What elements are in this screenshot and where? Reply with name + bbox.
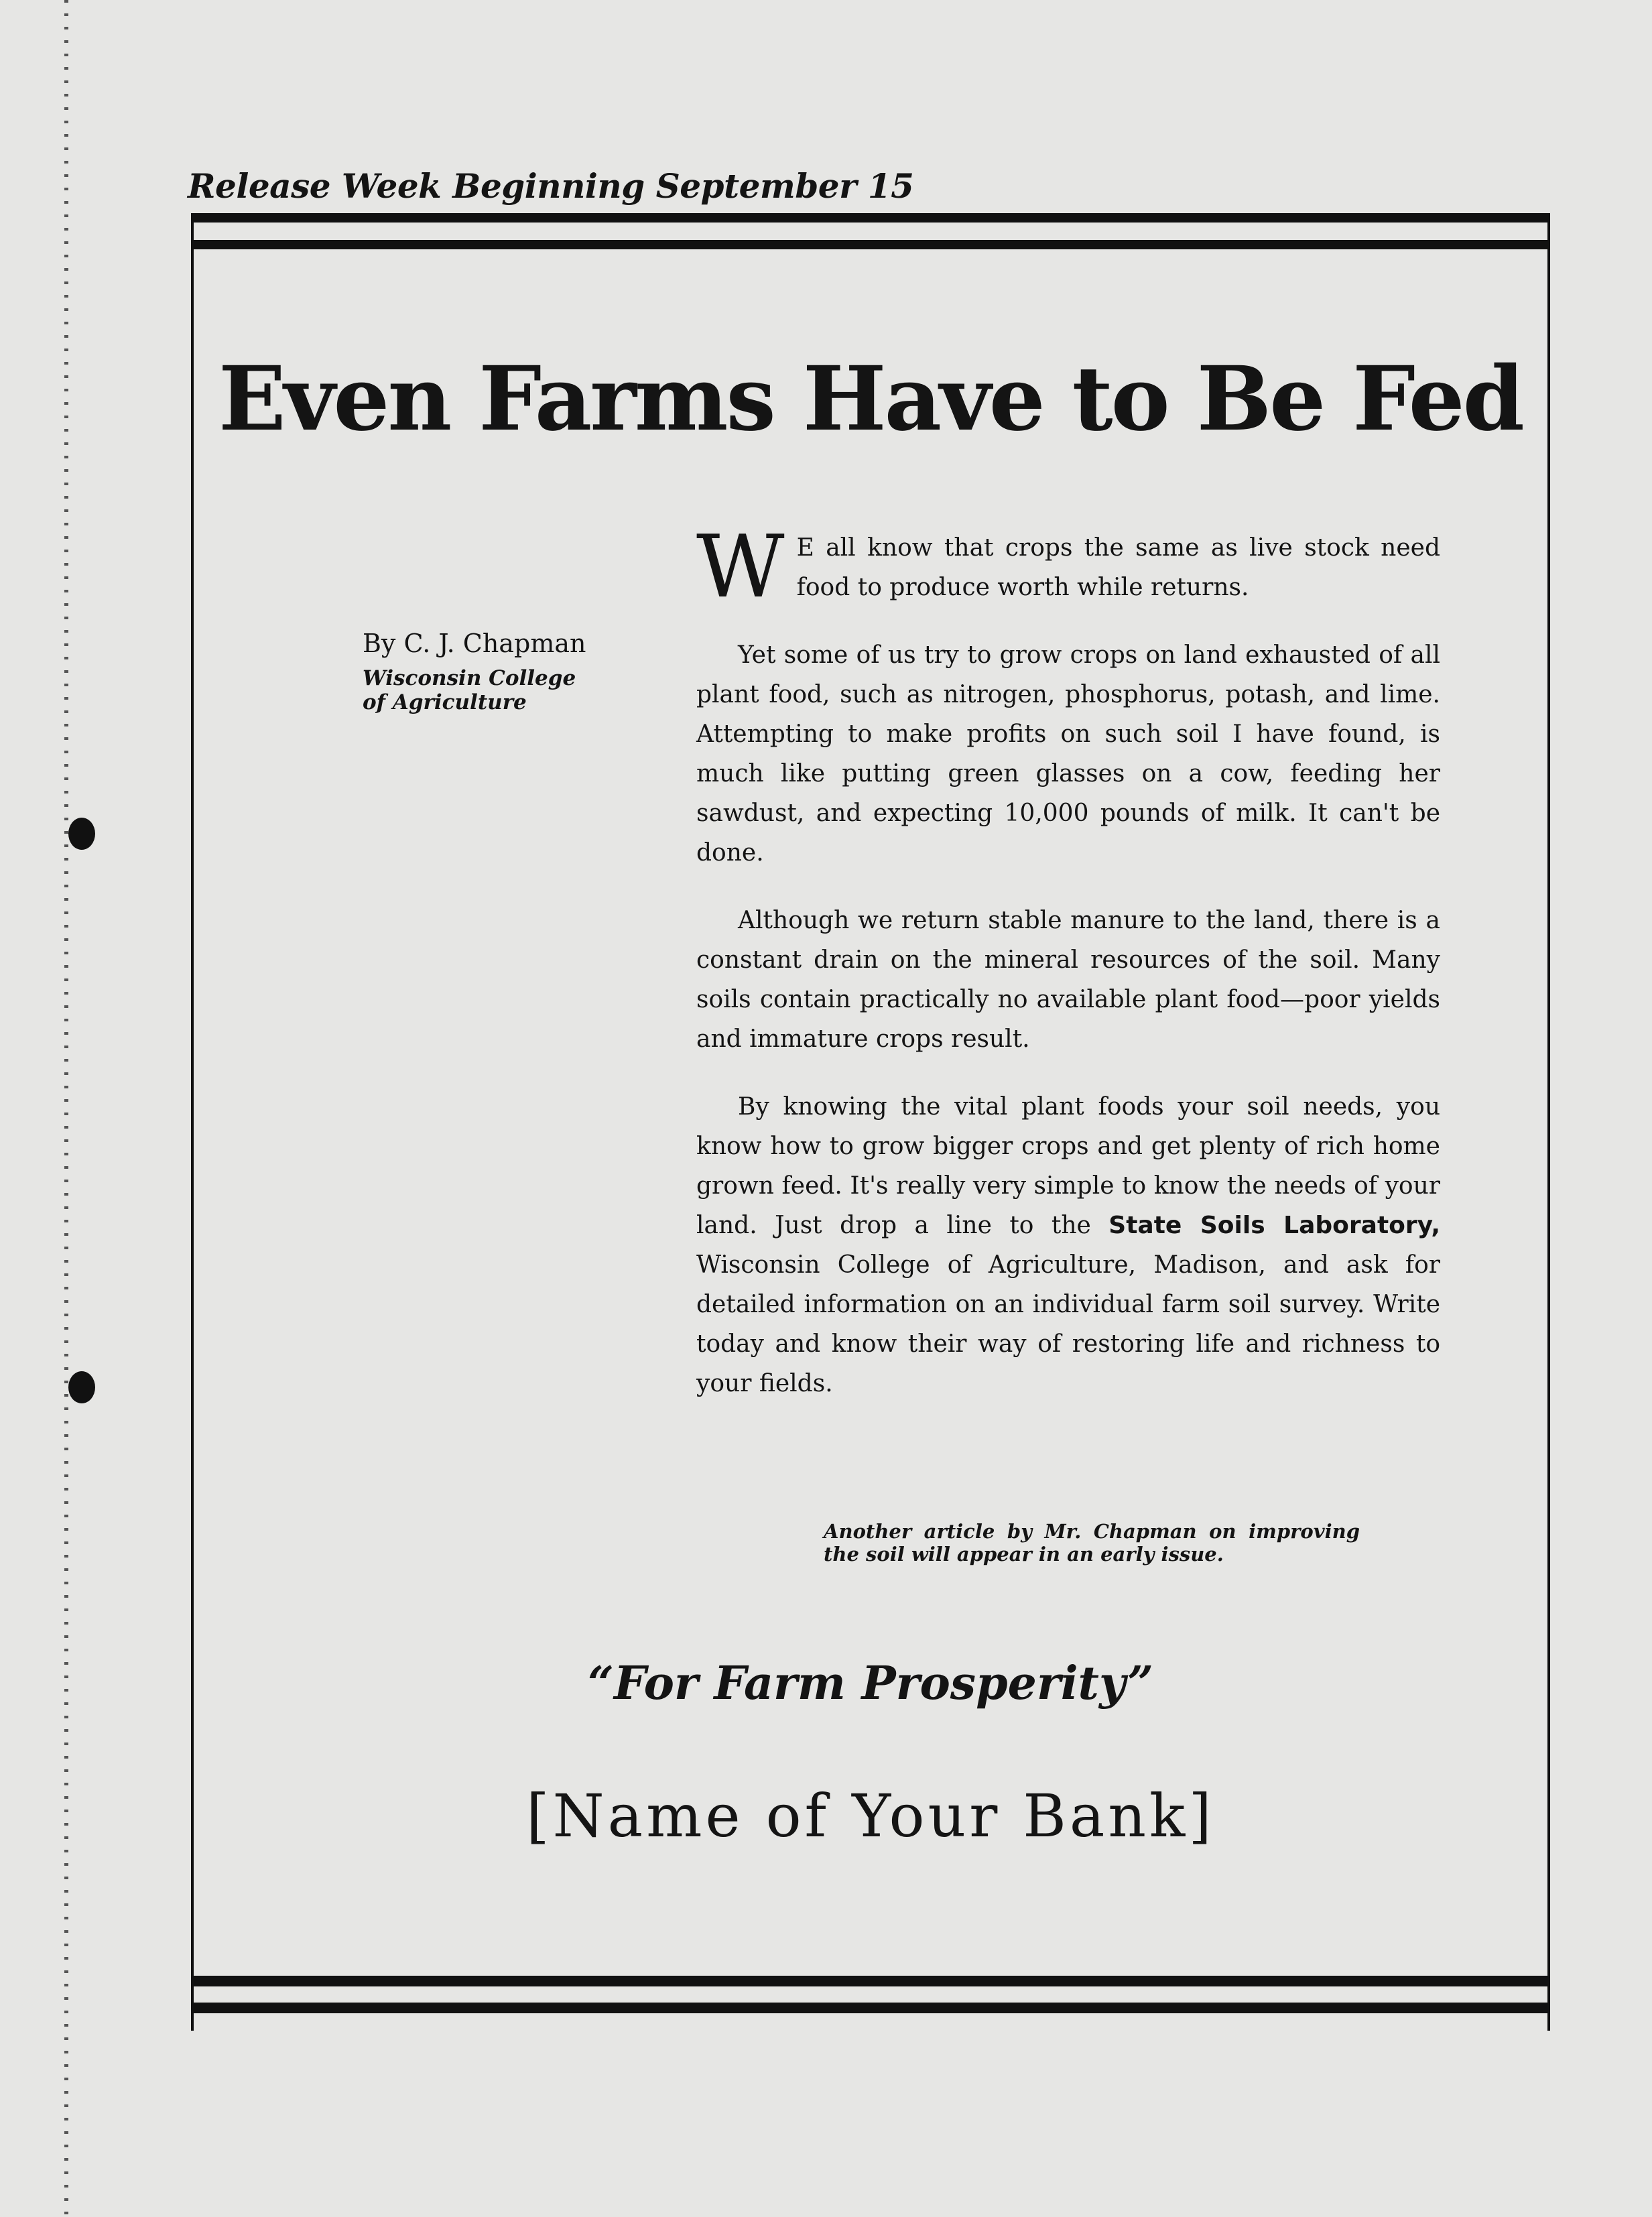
perforation-edge bbox=[64, 0, 68, 2217]
punch-hole bbox=[68, 818, 95, 850]
paragraph-text: Wisconsin College of Agriculture, Madison, and ask for detailed information on an individual farm soil survey. Write today and know their way of restoring life and richness to your fields. bbox=[696, 1251, 1440, 1397]
top-rule bbox=[194, 213, 1547, 223]
article-paragraph bbox=[696, 517, 1440, 617]
ad-frame bbox=[191, 213, 1550, 2031]
paragraph-text: By knowing the vital plant foods your soil needs, you know how to grow bigger crops and get plenty of rich home grown feed. It's really very simple to know the needs of your land. Just drop a line to the bbox=[696, 1093, 1440, 1239]
byline bbox=[363, 629, 711, 714]
lab-name: State Soils Laboratory, bbox=[1108, 1212, 1440, 1239]
article-body bbox=[696, 517, 1440, 1432]
drop-cap: W bbox=[696, 517, 785, 617]
editor-note: Another article by Mr. Chapman on improving the soil will appear in an early issue. bbox=[824, 1520, 1360, 1566]
affiliation-line: of Agriculture bbox=[363, 690, 527, 714]
paragraph-text: E all know that crops the same as live stock need food to produce worth while returns. bbox=[796, 534, 1440, 601]
bank-name-placeholder: [Name of Your Bank] bbox=[526, 1781, 1215, 1850]
headline: Even Farms Have to Be Fed bbox=[218, 347, 1523, 451]
author-affiliation bbox=[363, 666, 711, 714]
top-rule bbox=[194, 240, 1547, 249]
affiliation-line: Wisconsin College bbox=[363, 666, 576, 690]
article-paragraph: Yet some of us try to grow crops on land exhausted of all plant food, such as nitrogen, phosphorus, potash, and lime. Attempting to make profits on such soil I have found, is much like putting green glasses on a cow, feeding her sawdust, and expecting 10,000 pounds of milk. It can't be done. bbox=[696, 641, 1440, 867]
bottom-rule bbox=[194, 2003, 1547, 2013]
slogan: “For Farm Prosperity” bbox=[587, 1657, 1154, 1710]
author-name: By C. J. Chapman bbox=[363, 629, 586, 658]
bottom-rule bbox=[194, 1976, 1547, 1986]
punch-hole bbox=[68, 1371, 95, 1403]
release-line: Release Week Beginning September 15 bbox=[188, 166, 914, 206]
article-paragraph bbox=[696, 1087, 1440, 1403]
article-paragraph: Although we return stable manure to the land, there is a constant drain on the mineral resources of the soil. Many soils contain practically no available plant food—poor yields and immature crops result. bbox=[696, 907, 1440, 1053]
